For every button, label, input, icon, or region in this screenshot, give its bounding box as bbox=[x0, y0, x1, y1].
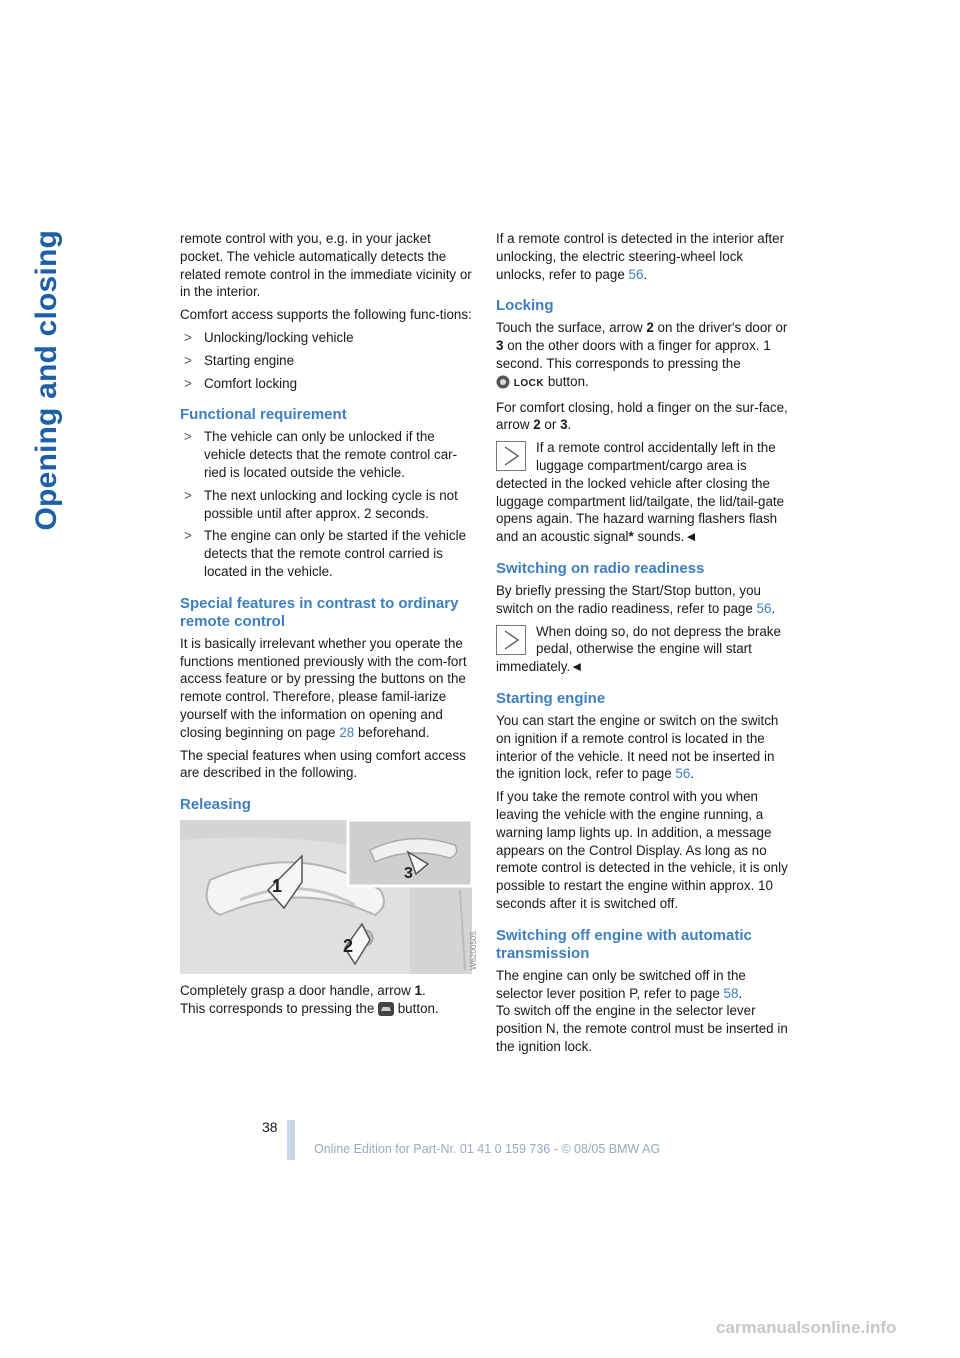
heading-switching-off-engine: Switching off engine with automatic transmission bbox=[496, 926, 752, 962]
paragraph: If you take the remote control with you when leaving the vehicle with the engine running, a warning lamp lights up. In addition, a message appears on the Control Display. As long as no remote control is detected in the vehicle, it is only possible to restart the engine within approx. 10 seconds after it is switched off. bbox=[496, 789, 788, 911]
feature-list bbox=[180, 329, 472, 392]
page-link[interactable]: 56 bbox=[675, 766, 691, 782]
page-link[interactable]: 28 bbox=[339, 724, 355, 740]
page-link[interactable]: 56 bbox=[628, 266, 644, 282]
page-number: 38 bbox=[262, 1119, 278, 1135]
list-item: > The next unlocking and locking cycle is not possible until after approx. 2 seconds. bbox=[184, 487, 458, 521]
paragraph: The special features when using comfort access are described in the following. bbox=[180, 747, 466, 781]
figure-code: W6200505 bbox=[469, 931, 478, 971]
paragraph: If a remote control is detected in the interior after unlocking, the electric steering-wheel lock unlocks, refer to page 56. bbox=[496, 231, 785, 282]
door-handle-figure bbox=[180, 820, 478, 974]
left-column bbox=[180, 230, 478, 1026]
paragraph: By briefly pressing the Start/Stop button, you switch on the radio readiness, refer to page 56. bbox=[496, 582, 776, 616]
footer-bar bbox=[287, 1120, 295, 1160]
note-arrow-icon bbox=[496, 625, 526, 655]
edition-footer: Online Edition for Part-Nr. 01 41 0 159 736 - © 08/05 BMW AG bbox=[314, 1142, 661, 1156]
list-item: > Comfort locking bbox=[184, 375, 298, 391]
paragraph: remote control with you, e.g. in your jacket pocket. The vehicle automatically detects the related remote control in the immediate vicinity or in the interior. bbox=[180, 231, 472, 300]
site-watermark: carmanualsonline.info bbox=[716, 1318, 897, 1337]
figure-label-3: 3 bbox=[404, 865, 413, 883]
lock-button-icon bbox=[496, 375, 510, 394]
heading-functional-requirement: Functional requirement bbox=[180, 406, 347, 424]
paragraph: Touch the surface, arrow 2 on the driver's door or 3 on the other doors with a finger for approx. 1 second. This corresponds to pressing the LOCK button. bbox=[496, 319, 788, 393]
paragraph: Completely grasp a door handle, arrow 1. This corresponds to pressing the button. bbox=[180, 982, 472, 1021]
heading-radio-readiness: Switching on radio readiness bbox=[496, 559, 705, 577]
page-link[interactable]: 58 bbox=[723, 985, 739, 1001]
paragraph: The engine can only be switched off in the selector lever position P, refer to page 58. bbox=[496, 967, 746, 1001]
chapter-title-text: Opening and closing bbox=[30, 230, 63, 531]
figure-label-2: 2 bbox=[343, 936, 354, 957]
functional-list bbox=[180, 428, 472, 580]
paragraph: It is basically irrelevant whether you operate the functions mentioned previously with the com-fort access feature or by pressing the buttons on the remote control. Therefore, please famil-iarize yourself with the information on opening and closing beginning on page 28 beforehand. bbox=[180, 635, 467, 740]
paragraph: For comfort closing, hold a finger on the sur-face, arrow 2 or 3. bbox=[496, 399, 788, 433]
list-item: > The engine can only be started if the vehicle detects that the remote control carried is located in the vehicle. bbox=[184, 528, 467, 579]
paragraph: To switch off the engine in the selector lever position N, the remote control must be inserted in the ignition lock. bbox=[496, 1003, 788, 1054]
paragraph: You can start the engine or switch on the switch on ignition if a remote control is located in the interior of the vehicle. It need not be inserted in the ignition lock, refer to page 56. bbox=[496, 712, 779, 782]
list-item: > Starting engine bbox=[184, 352, 295, 368]
end-mark: ◄ bbox=[684, 529, 698, 545]
note-brake-pedal: When doing so, do not depress the brake pedal, otherwise the engine will start immediately.◄ bbox=[496, 623, 781, 675]
list-item: > Unlocking/locking vehicle bbox=[184, 329, 354, 345]
note-arrow-icon bbox=[496, 441, 526, 471]
lock-label: LOCK bbox=[513, 377, 545, 389]
heading-special-features: Special features in contrast to ordinary remote control bbox=[180, 594, 459, 630]
figure-label-1: 1 bbox=[272, 876, 283, 897]
car-button-icon bbox=[378, 1002, 394, 1021]
list-item: > The vehicle can only be unlocked if the vehicle detects that the remote control car-ried is located outside the vehicle. bbox=[184, 429, 458, 480]
heading-locking: Locking bbox=[496, 297, 554, 315]
right-column bbox=[496, 230, 788, 1061]
paragraph: Comfort access supports the following func-tions: bbox=[180, 307, 472, 323]
heading-releasing: Releasing bbox=[180, 796, 251, 814]
heading-starting-engine: Starting engine bbox=[496, 689, 606, 707]
end-mark: ◄ bbox=[570, 659, 584, 675]
page-link[interactable]: 56 bbox=[756, 600, 772, 616]
note-remote-left-in-luggage: If a remote control accidentally left in the luggage compartment/cargo area is detected in the locked vehicle after closing the luggage compartment lid/tailgate, the lid/tail-gate opens again. The hazard warning flashers flash and an acoustic signal* sounds.◄ bbox=[496, 440, 785, 545]
